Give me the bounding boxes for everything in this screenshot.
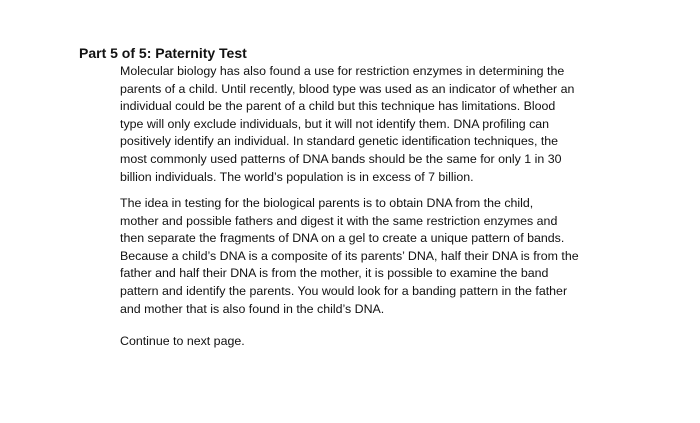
continue-text: Continue to next page.: [120, 334, 245, 348]
paragraph-restriction-enzymes: [120, 63, 600, 186]
paragraph-line: then separate the fragments of DNA on a gel to create a unique pattern of bands.: [120, 231, 565, 246]
paragraph-line: type will only exclude individuals, but it will not identify them. DNA profiling can: [120, 116, 550, 131]
paragraph-line: mother and possible fathers and digest it with the same restriction enzymes and: [120, 213, 558, 228]
paragraph-line: billion individuals. The world’s population is in excess of 7 billion.: [120, 169, 474, 184]
paragraph-line: positively identify an individual. In standard genetic identification techniques, the: [120, 134, 559, 149]
paragraph-line: father and half their DNA is from the mother, it is possible to examine the band: [120, 266, 549, 281]
paragraph-line: Molecular biology has also found a use for restriction enzymes in determining the: [120, 64, 565, 78]
paragraph-line: Because a child’s DNA is a composite of its parents’ DNA, half their DNA is from the: [120, 248, 579, 263]
paragraph-testing-idea: [120, 195, 600, 318]
paragraph-line: and mother that is also found in the child’s DNA.: [120, 301, 385, 316]
paragraph-line: parents of a child. Until recently, blood type was used as an indicator of whether an: [120, 81, 575, 96]
paragraph-line: most commonly used patterns of DNA bands should be the same for only 1 in 30: [120, 151, 562, 166]
section-heading: Part 5 of 5: Paternity Test: [79, 45, 247, 61]
paragraph-line: individual could be the parent of a child but this technique has limitations. Blood: [120, 99, 556, 114]
paragraph-line: The idea in testing for the biological parents is to obtain DNA from the child,: [120, 196, 534, 210]
paragraph-line: pattern and identify the parents. You would look for a banding pattern in the father: [120, 283, 568, 298]
continue-note: [120, 333, 600, 351]
